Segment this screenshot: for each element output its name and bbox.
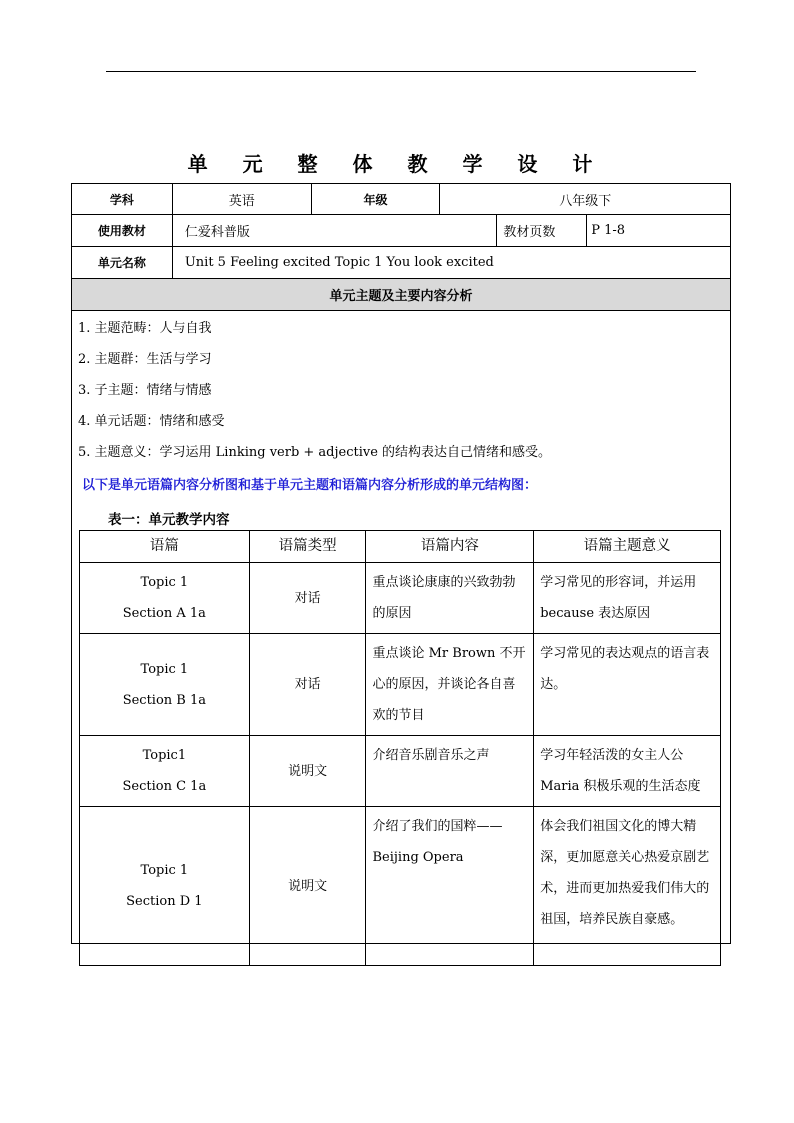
type-cell: 说明文 <box>249 736 366 807</box>
content-cell: 重点谈论 Mr Brown 不开心的原因，并谈论各自喜欢的节目 <box>366 634 534 736</box>
structure-note: 以下是单元语篇内容分析图和基于单元主题和语篇内容分析形成的单元结构图： <box>82 478 538 493</box>
passage-cell <box>80 807 250 966</box>
passage-section: Section D 1 <box>126 894 203 909</box>
unit-value: Unit 5 Feeling excited Topic 1 You look excited <box>172 247 730 279</box>
passage-cell <box>80 736 250 807</box>
passage-topic: Topic 1 <box>140 575 189 590</box>
table-caption: 表一：单元教学内容 <box>108 512 230 528</box>
header-rule <box>106 71 696 72</box>
analysis-item: 4. 单元话题：情绪和感受 <box>78 414 225 429</box>
meaning-cell: 体会我们祖国文化的博大精深，更加愿意关心热爱京剧艺术，进而更加热爱我们伟大的祖国，培养民族自豪感。 <box>534 807 721 966</box>
passage-cell <box>80 563 250 634</box>
document-title: 单 元 整 体 教 学 设 计 <box>187 152 607 176</box>
analysis-item: 2. 主题群：生活与学习 <box>78 352 212 367</box>
subject-value: 英语 <box>172 184 311 215</box>
col-header-type: 语篇类型 <box>249 531 366 563</box>
col-header-meaning: 语篇主题意义 <box>534 531 721 563</box>
table-row <box>80 634 721 736</box>
pages-label: 教材页数 <box>497 215 587 247</box>
passage-topic: Topic1 <box>142 748 187 763</box>
textbook-value: 仁爱科普版 <box>172 215 496 247</box>
analysis-item: 3. 子主题：情绪与情感 <box>78 383 212 398</box>
table-row <box>80 807 721 966</box>
col-header-passage: 语篇 <box>80 531 250 563</box>
content-table <box>79 530 721 966</box>
passage-topic: Topic 1 <box>140 661 189 677</box>
type-cell: 对话 <box>249 563 366 634</box>
table-row <box>80 736 721 807</box>
content-cell: 介绍了我们的国粹——Beijing Opera <box>366 807 534 966</box>
grade-value: 八年级下 <box>440 184 731 215</box>
analysis-item: 5. 主题意义：学习运用 Linking verb + adjective 的结构表达自己情绪和感受。 <box>78 445 552 460</box>
meaning-cell: 学习常见的形容词，并运用 because 表达原因 <box>534 563 721 634</box>
type-cell: 对话 <box>249 634 366 736</box>
meaning-cell: 学习年轻活泼的女主人公 Maria 积极乐观的生活态度 <box>534 736 721 807</box>
textbook-label: 使用教材 <box>72 215 173 247</box>
passage-section: Section C 1a <box>122 779 207 794</box>
grade-label: 年级 <box>311 184 440 215</box>
subject-label: 学科 <box>72 184 173 215</box>
info-table <box>71 183 731 530</box>
meaning-cell: 学习常见的表达观点的语言表达。 <box>534 634 721 736</box>
content-cell: 重点谈论康康的兴致勃勃的原因 <box>366 563 534 634</box>
passage-section: Section A 1a <box>122 606 206 621</box>
passage-section: Section B 1a <box>122 692 207 708</box>
analysis-heading: 单元主题及主要内容分析 <box>72 279 731 311</box>
table-row <box>80 563 721 634</box>
passage-topic: Topic 1 <box>140 863 189 878</box>
analysis-item: 1. 主题范畴：人与自我 <box>78 321 212 336</box>
unit-label: 单元名称 <box>72 247 173 279</box>
content-cell: 介绍音乐剧音乐之声 <box>366 736 534 807</box>
passage-cell <box>80 634 250 736</box>
pages-value: P 1-8 <box>587 215 731 247</box>
type-cell: 说明文 <box>249 807 366 966</box>
col-header-content: 语篇内容 <box>366 531 534 563</box>
